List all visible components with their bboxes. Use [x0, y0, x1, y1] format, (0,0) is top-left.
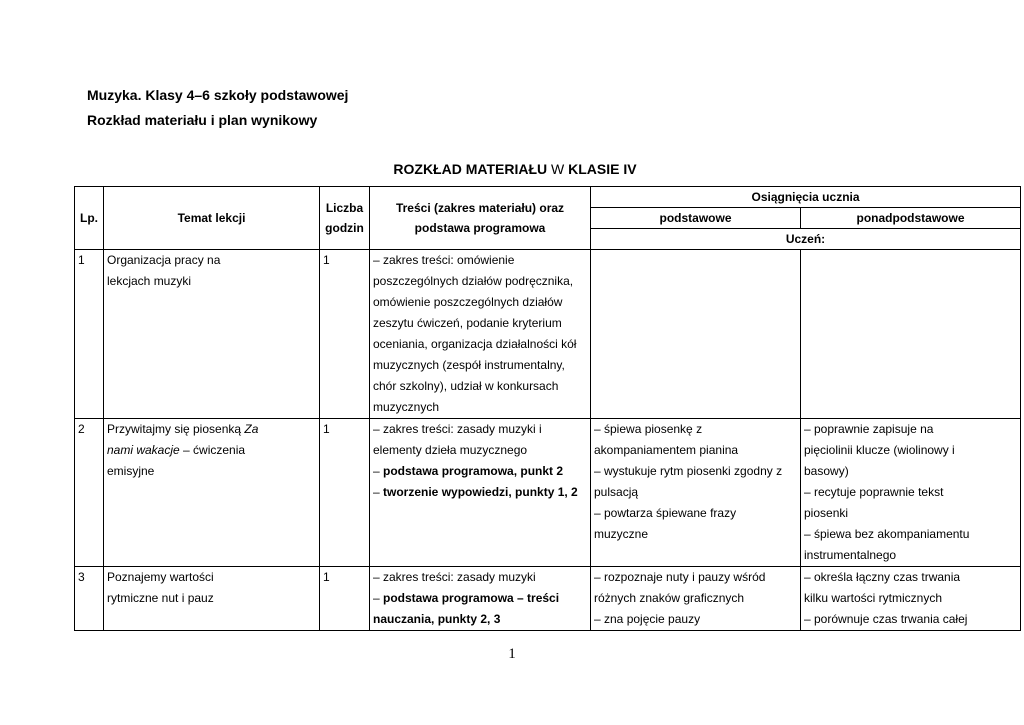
text-line: piosenki — [804, 506, 849, 520]
section-title-part1: ROZKŁAD MATERIAŁU — [393, 161, 548, 177]
page-number: 1 — [508, 646, 516, 662]
dash: – — [373, 464, 384, 478]
text-line: – zakres treści: zasady muzyki i — [373, 422, 542, 436]
topic-text: – ćwiczenia — [179, 443, 246, 457]
text-line — [373, 461, 587, 482]
text-line: poszczególnych działów podręcznika, — [373, 274, 574, 288]
lesson-plan-table — [74, 186, 1021, 631]
text-line: – śpiewa bez akompaniamentu — [804, 527, 970, 541]
row-basic — [591, 419, 801, 567]
text-line: – wystukuje rytm piosenki zgodny z — [594, 464, 783, 478]
row-hours: 1 — [320, 567, 370, 631]
document-subtitle: Rozkład materiału i plan wynikowy — [87, 112, 318, 128]
header-hours: Liczba godzin — [320, 187, 370, 250]
text-line: – recytuje poprawnie tekst — [804, 485, 944, 499]
row-topic — [104, 567, 320, 631]
row-topic — [104, 419, 320, 567]
header-lp: Lp. — [75, 187, 104, 250]
text-line: omówienie poszczególnych działów — [373, 295, 563, 309]
dash: – — [373, 591, 384, 605]
header-basic: podstawowe — [591, 208, 801, 229]
text-line: Poznajemy wartości — [107, 570, 214, 584]
text-line: – zakres treści: omówienie — [373, 253, 515, 267]
text-line: różnych znaków graficznych — [594, 591, 745, 605]
header-topic: Temat lekcji — [104, 187, 320, 250]
text-line — [373, 609, 587, 630]
text-line: rytmiczne nut i pauz — [107, 591, 214, 605]
text-line: Organizacja pracy na — [107, 253, 221, 267]
text-line: – zna pojęcie pauzy — [594, 612, 701, 626]
text-line: – porównuje czas trwania całej — [804, 612, 968, 626]
header-achievements: Osiągnięcia ucznia — [591, 187, 1021, 208]
row-advanced — [801, 250, 1021, 419]
header-advanced: ponadpodstawowe — [801, 208, 1021, 229]
row-topic — [104, 250, 320, 419]
curriculum-ref: tworzenie wypowiedzi, punkty 1, 2 — [383, 485, 578, 499]
table-row — [75, 250, 1021, 419]
table-row — [75, 419, 1021, 567]
curriculum-ref: nauczania, punkty 2, 3 — [373, 612, 501, 626]
curriculum-ref: podstawa programowa, punkt 2 — [383, 464, 564, 478]
text-line: kilku wartości rytmicznych — [804, 591, 943, 605]
text-line: – powtarza śpiewane frazy — [594, 506, 737, 520]
row-basic — [591, 567, 801, 631]
text-line: emisyjne — [107, 464, 155, 478]
section-title-part3: KLASIE IV — [568, 161, 637, 177]
row-content — [370, 419, 591, 567]
text-line — [107, 440, 316, 461]
text-line — [373, 482, 587, 503]
header-content: Treści (zakres materiału) oraz podstawa programowa — [370, 187, 591, 250]
text-line: muzyczne — [594, 527, 649, 541]
header-student: Uczeń: — [591, 229, 1021, 250]
section-title — [0, 161, 1024, 177]
text-line: lekcjach muzyki — [107, 274, 192, 288]
text-line: chór szkolny), udział w konkursach — [373, 379, 559, 393]
text-line: muzycznych (zespół instrumentalny, — [373, 358, 565, 372]
row-content — [370, 250, 591, 419]
curriculum-ref: podstawa programowa – treści — [383, 591, 560, 605]
row-advanced — [801, 567, 1021, 631]
text-line: pięciolinii klucze (wiolinowy i — [804, 443, 955, 457]
row-number: 3 — [75, 567, 104, 631]
row-number: 2 — [75, 419, 104, 567]
song-title: Za — [244, 422, 259, 436]
text-line — [373, 588, 587, 609]
row-hours: 1 — [320, 419, 370, 567]
text-line: basowy) — [804, 464, 849, 478]
text-line: – rozpoznaje nuty i pauzy wśród — [594, 570, 766, 584]
row-hours: 1 — [320, 250, 370, 419]
text-line: oceniania, organizacja działalności kół — [373, 337, 577, 351]
text-line: – śpiewa piosenkę z — [594, 422, 703, 436]
text-line: pulsacją — [594, 485, 639, 499]
dash: – — [373, 485, 384, 499]
text-line: zeszytu ćwiczeń, podanie kryterium — [373, 316, 562, 330]
row-content — [370, 567, 591, 631]
text-line: – poprawnie zapisuje na — [804, 422, 934, 436]
topic-text: Przywitajmy się piosenką — [107, 422, 245, 436]
song-title: nami wakacje — [107, 443, 180, 457]
text-line: instrumentalnego — [804, 548, 897, 562]
row-basic — [591, 250, 801, 419]
document-title: Muzyka. Klasy 4–6 szkoły podstawowej — [87, 87, 349, 103]
text-line: muzycznych — [373, 400, 440, 414]
text-line: elementy dzieła muzycznego — [373, 443, 528, 457]
row-number: 1 — [75, 250, 104, 419]
table-row — [75, 567, 1021, 631]
text-line: – zakres treści: zasady muzyki — [373, 570, 536, 584]
text-line: akompaniamentem pianina — [594, 443, 739, 457]
section-title-part2: W — [551, 161, 565, 177]
text-line — [107, 419, 316, 440]
text-line: – określa łączny czas trwania — [804, 570, 961, 584]
row-advanced — [801, 419, 1021, 567]
